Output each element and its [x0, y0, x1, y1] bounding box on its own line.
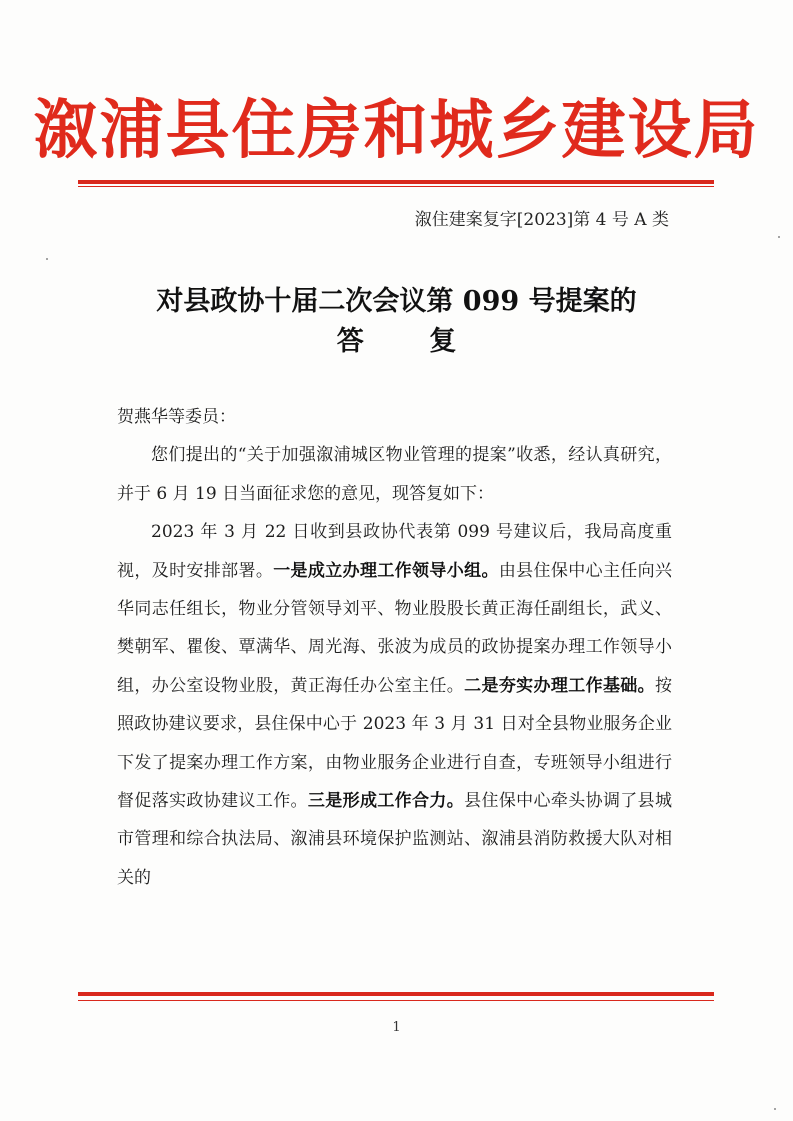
- point-1-heading: 一是成立办理工作领导小组。: [273, 560, 499, 581]
- scan-speck: [778, 236, 780, 238]
- document-title: 对县政协十届二次会议第 099 号提案的: [156, 286, 637, 317]
- point-2-heading: 二是夯实办理工作基础。: [464, 675, 656, 696]
- point-2-text: 按照政协建议要求，县住保中心于 2023 年 3 月 31 日对全县物业服务企业下发了提案办理工作方案，由物业服务企业进行自查，专班领导小组进行督促落实政协建议工作。: [117, 675, 673, 812]
- page-number: 1: [392, 1020, 401, 1035]
- point-3-heading: 三是形成工作合力。: [307, 791, 465, 812]
- paragraph-2: [117, 513, 672, 897]
- scan-speck: [774, 1108, 776, 1110]
- salutation: 贺燕华等委员：: [117, 407, 236, 427]
- point-3-text: 县住保中心牵头协调了县城市管理和综合执法局、溆浦县环境保护监测站、溆浦县消防救援大队对相关的: [117, 791, 673, 888]
- document-subtitle: 答 复: [336, 326, 485, 357]
- agency-masthead: 溆浦县住房和城乡建设局: [33, 93, 760, 168]
- point-1-text: 由县住保中心主任向兴华同志任组长，物业分管领导刘平、物业股股长黄正海任副组长，武义、樊朝军、瞿俊、覃满华、周光海、张波为成员的政协提案办理工作领导小组，办公室设物业股，黄正海任办公室主任。: [117, 560, 673, 696]
- letter-body: [117, 398, 672, 897]
- paragraph-1: 您们提出的“关于加强溆浦城区物业管理的提案”收悉，经认真研究，并于 6 月 19 日当面征求您的意见，现答复如下：: [117, 445, 672, 504]
- footer-red-rule-thin: [78, 1000, 714, 1001]
- paragraph-2-intro: 2023 年 3 月 22 日收到县政协代表第 099 号建议后，我局高度重视，及时安排部署。: [117, 522, 672, 581]
- header-red-rule: [78, 180, 714, 184]
- document-number: 溆住建案复字[2023]第 4 号 A 类: [414, 210, 669, 230]
- scan-speck: [46, 258, 48, 260]
- header-red-rule-thin: [78, 186, 714, 187]
- footer-red-rule: [78, 992, 714, 996]
